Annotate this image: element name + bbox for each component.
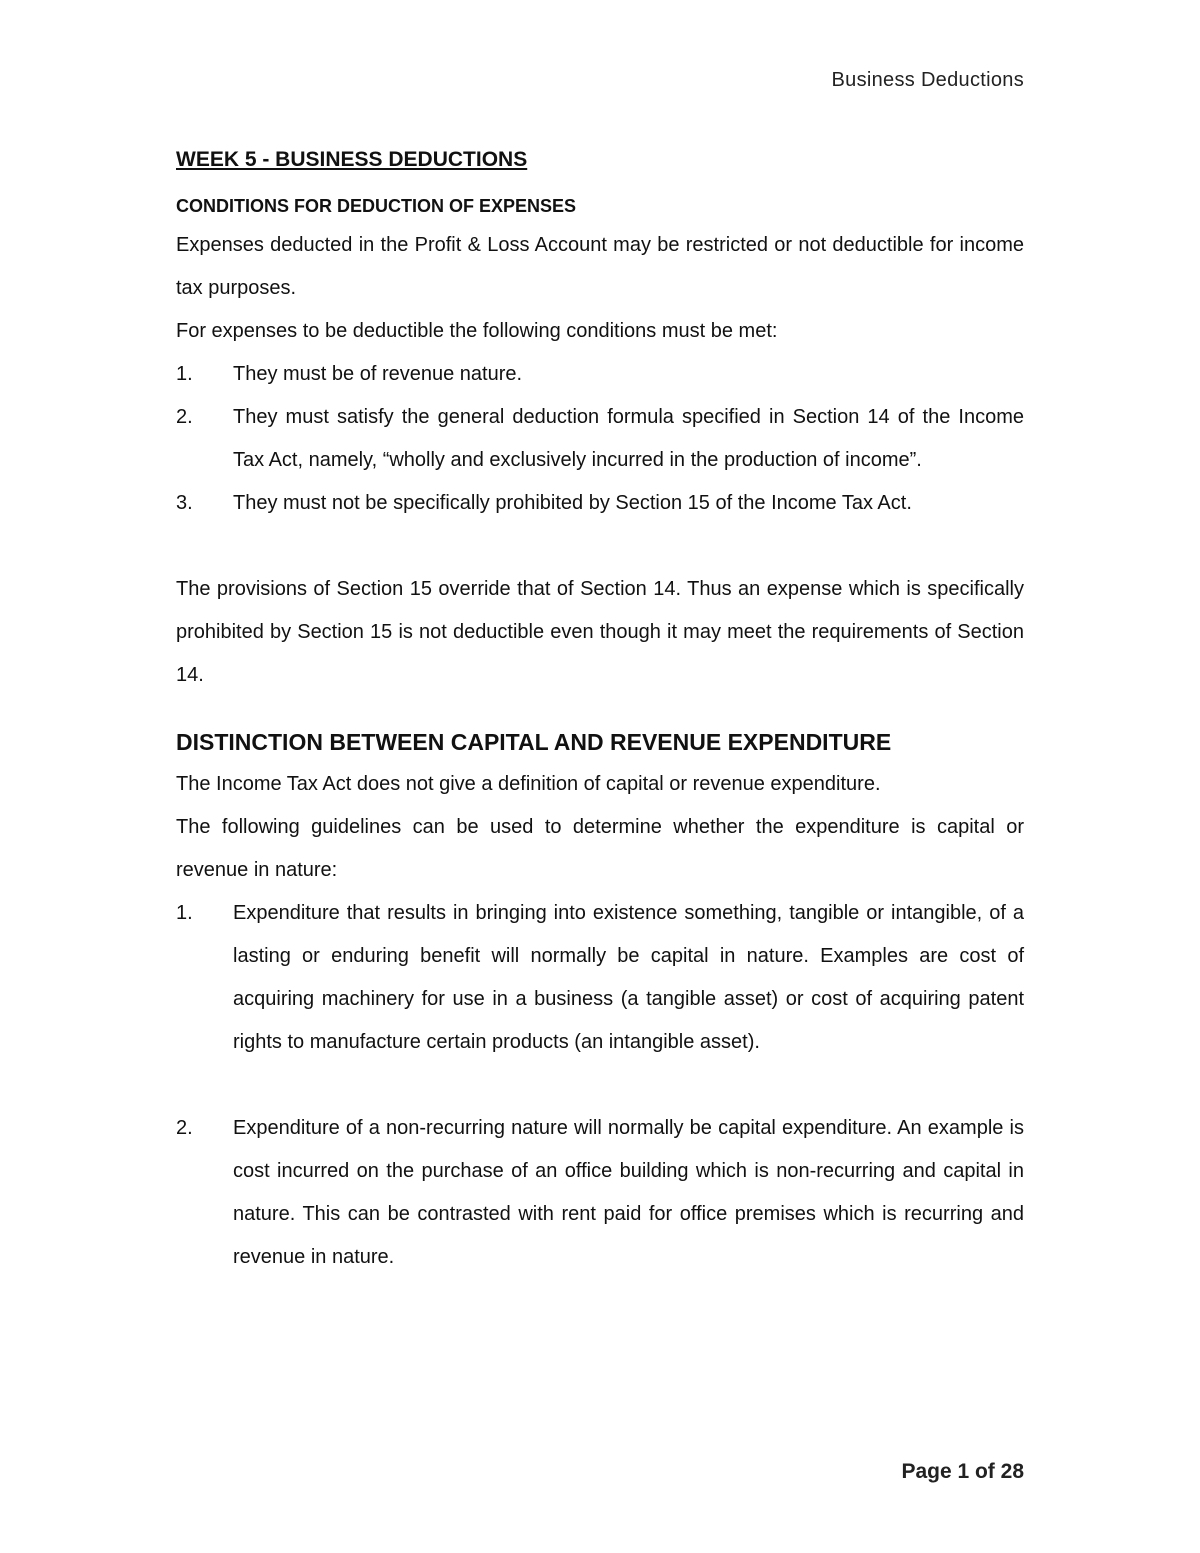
list-item-text: Expenditure of a non-recurring nature will normally be capital expenditure. An example is cost incurred on the purchase of an office building which is non-recurring and capital in nature. This can be contrasted with rent paid for office premises which is recurring and revenue in nature. [233,1117,1024,1268]
paragraph-lead: The following guidelines can be used to determine whether the expenditure is capital or revenue in nature: [176,816,1024,881]
section-heading-distinction: DISTINCTION BETWEEN CAPITAL AND REVENUE EXPENDITURE [176,729,892,755]
paragraph-lead: For expenses to be deductible the following conditions must be met: [176,320,778,342]
list-item [176,396,1024,482]
page-content [176,146,1024,1279]
list-item-number: 1. [176,902,193,924]
list-item [176,892,1024,1064]
paragraph-intro: The Income Tax Act does not give a definition of capital or revenue expenditure. [176,773,881,795]
guidelines-list [176,892,1024,1279]
list-item-text: They must satisfy the general deduction formula specified in Section 14 of the Income Tax Act, namely, “wholly and exclusively incurred in the production of income”. [233,406,1024,471]
spacer [176,1064,1024,1107]
list-item-number: 1. [176,363,193,385]
list-item-number: 2. [176,406,193,428]
list-item-text: Expenditure that results in bringing into existence something, tangible or intangible, of a lasting or enduring benefit will normally be capital in nature. Examples are cost of acquiring machinery for use in a business (a tangible asset) or cost of acquiring patent rights to manufacture certain products (an intangible asset). [233,902,1024,1053]
list-item-number: 2. [176,1117,193,1139]
running-header: Business Deductions [831,69,1024,91]
spacer [176,525,1024,568]
paragraph-intro: Expenses deducted in the Profit & Loss Account may be restricted or not deductible for income tax purposes. [176,234,1024,299]
conditions-list [176,353,1024,525]
list-item [176,353,1024,396]
list-item [176,482,1024,525]
section-heading-conditions: CONDITIONS FOR DEDUCTION OF EXPENSES [176,196,577,216]
paragraph-override: The provisions of Section 15 override that of Section 14. Thus an expense which is specifically prohibited by Section 15 is not deductible even though it may meet the requirements of Section 14. [176,578,1024,686]
list-item [176,1107,1024,1279]
list-item-text: They must be of revenue nature. [233,363,523,385]
list-item-text: They must not be specifically prohibited by Section 15 of the Income Tax Act. [233,492,912,514]
list-item-number: 3. [176,492,193,514]
page-number: Page 1 of 28 [901,1460,1024,1483]
page-title: WEEK 5 - BUSINESS DEDUCTIONS [176,148,528,171]
